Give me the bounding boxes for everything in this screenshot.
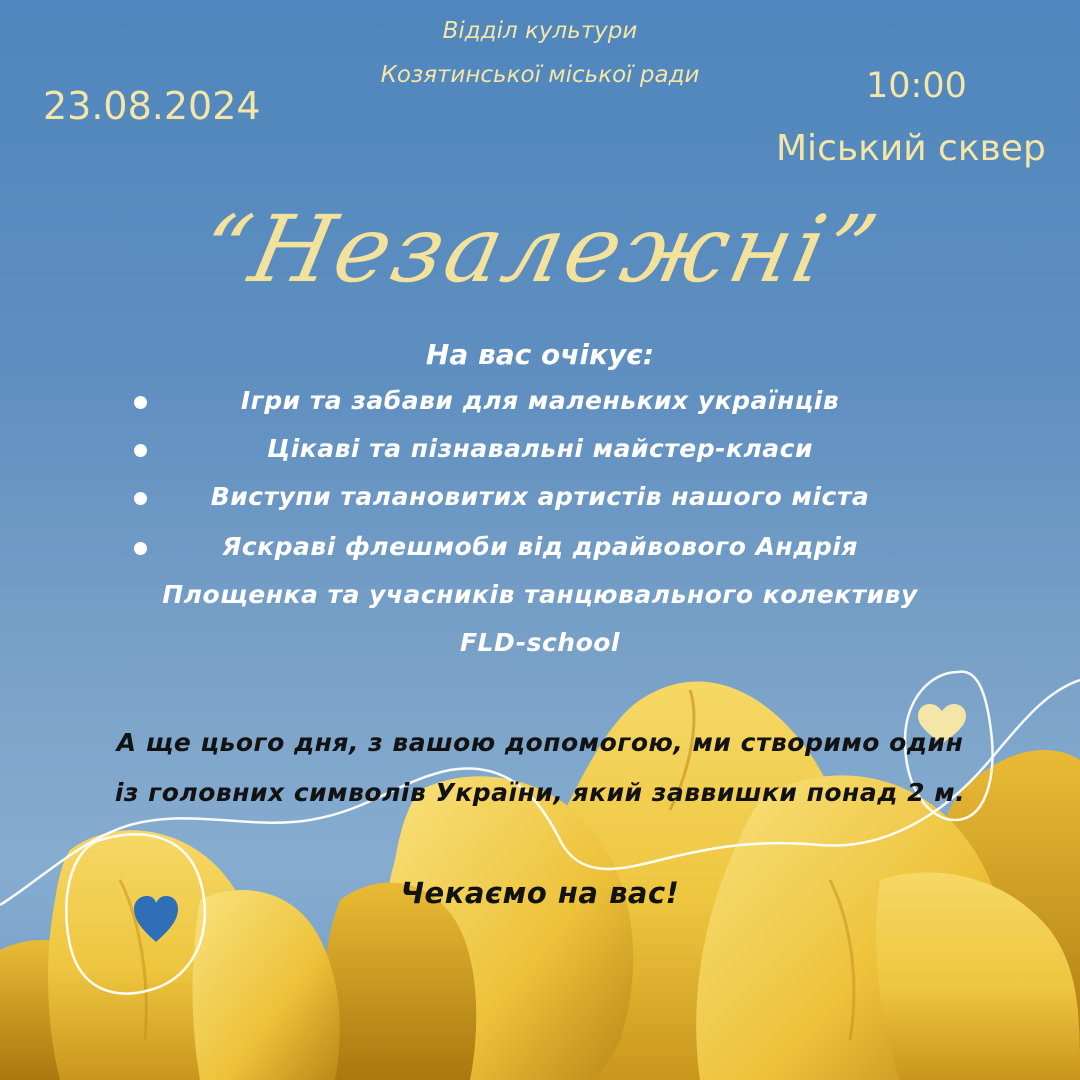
event-place: Міський сквер — [776, 128, 1046, 169]
event-title: “Незалежні” — [191, 196, 889, 303]
closing-text: Чекаємо на вас! — [400, 876, 680, 910]
program-item-continued — [0, 580, 1080, 620]
program-item — [0, 434, 1080, 474]
program-item — [0, 386, 1080, 426]
program-item-text: Цікаві та пізнавальні майстер-класи — [267, 434, 813, 463]
event-time: 10:00 — [866, 66, 967, 106]
program-item-text: Яскраві флешмоби від драйвового Андрія — [222, 532, 858, 561]
program-item-text: Ігри та забави для маленьких українців — [240, 386, 840, 415]
note-line-1: А ще цього дня, з вашою допомогою, ми створимо один — [116, 728, 964, 757]
organizer-line-1: Відділ культури — [442, 18, 638, 44]
program-item-text: Виступи талановитих артистів нашого міста — [210, 482, 870, 511]
program-item — [0, 532, 1080, 572]
program-item — [0, 482, 1080, 522]
program-item-text: Площенка та учасників танцювального колективу — [162, 580, 918, 609]
organizer-line-2: Козятинської міської ради — [380, 62, 700, 88]
note-line-2: із головних символів України, який заввишки понад 2 м. — [114, 778, 966, 807]
program-intro: На вас очікує: — [425, 338, 655, 371]
event-date: 23.08.2024 — [43, 84, 261, 128]
program-item-continued — [0, 628, 1080, 668]
program-item-text: FLD-school — [459, 628, 621, 657]
